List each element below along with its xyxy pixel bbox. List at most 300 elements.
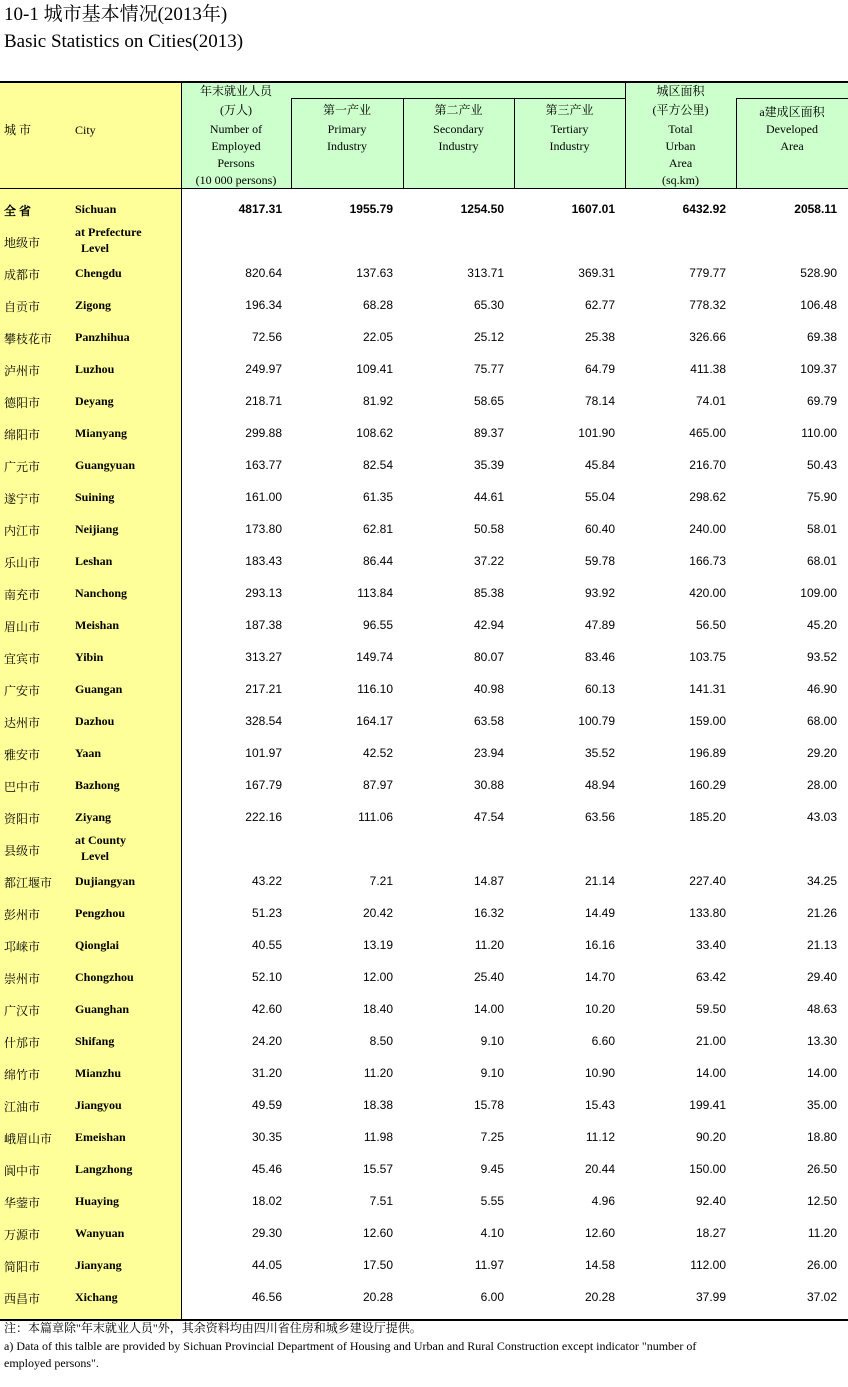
header-area-cn: 城区面积: [656, 84, 705, 98]
city-name-en: Guanghan: [75, 1002, 130, 1016]
city-name-en: Wanyuan: [75, 1226, 125, 1240]
table-cell: 47.89: [584, 618, 615, 632]
table-cell: 28.00: [806, 778, 837, 792]
table-cell: 113.84: [357, 586, 393, 600]
city-name-en: Ziyang: [75, 810, 112, 824]
header-primary: Primary: [327, 122, 367, 136]
table-cell: 59.50: [695, 1002, 726, 1016]
table-cell: 14.00: [695, 1066, 726, 1080]
header-city-en: City: [75, 123, 96, 137]
table-cell: 64.79: [584, 362, 615, 376]
table-cell: 109.37: [800, 362, 837, 376]
table-cell: 293.13: [245, 586, 282, 600]
table-cell: 26.50: [806, 1162, 837, 1176]
city-name-en-line2: Level: [81, 849, 109, 863]
table-cell: 69.79: [806, 394, 837, 408]
city-name-en: Guangan: [75, 682, 123, 696]
table-cell: 11.12: [585, 1130, 615, 1144]
table-cell: 4.96: [591, 1194, 615, 1208]
table-cell: 103.75: [689, 650, 726, 664]
table-cell: 82.54: [362, 458, 393, 472]
table-cell: 185.20: [689, 810, 726, 824]
header-developed: Developed: [766, 122, 818, 136]
city-name-en: at Prefecture: [75, 225, 142, 239]
table-cell: 48.63: [806, 1002, 837, 1016]
table-cell: 68.00: [806, 714, 837, 728]
table-cell: 163.77: [245, 458, 282, 472]
city-name-cn: 自贡市: [4, 300, 41, 314]
footnote-cn: 注：本篇章除"年末就业人员"外，其余资料均由四川省住房和城乡建设厅提供。: [4, 1321, 422, 1335]
city-name-en: Emeishan: [75, 1130, 126, 1144]
table-cell: 59.78: [584, 554, 615, 568]
table-cell: 46.56: [251, 1290, 282, 1304]
table-cell: 63.58: [473, 714, 504, 728]
table-cell: 11.98: [363, 1130, 393, 1144]
city-name-en: Langzhong: [75, 1162, 133, 1176]
table-cell: 75.90: [806, 490, 837, 504]
table-cell: 20.28: [584, 1290, 615, 1304]
table-cell: 12.60: [362, 1226, 393, 1240]
table-cell: 60.13: [584, 682, 615, 696]
table-cell: 30.88: [473, 778, 504, 792]
header-developed: Area: [780, 139, 804, 153]
table-cell: 45.20: [806, 618, 837, 632]
city-name-en: Yibin: [75, 650, 104, 664]
table-cell: 9.10: [480, 1034, 504, 1048]
table-cell: 37.99: [695, 1290, 726, 1304]
table-cell: 21.13: [806, 938, 837, 952]
table-cell: 11.97: [474, 1258, 504, 1272]
city-name-en: Dazhou: [75, 714, 115, 728]
table-cell: 110.00: [801, 426, 837, 440]
table-cell: 89.37: [473, 426, 504, 440]
city-name-cn: 都江堰市: [4, 876, 53, 890]
city-name-en: Qionglai: [75, 938, 120, 952]
table-cell: 216.70: [689, 458, 726, 472]
table-cell: 85.38: [473, 586, 504, 600]
header-city-cn: 城 市: [4, 123, 32, 137]
city-name-cn: 县级市: [4, 844, 41, 858]
table-cell: 1955.79: [349, 202, 393, 216]
table-cell: 13.30: [806, 1034, 837, 1048]
table-cell: 87.97: [362, 778, 393, 792]
table-cell: 4817.31: [238, 202, 282, 216]
table-cell: 18.27: [695, 1226, 726, 1240]
table-cell: 8.50: [369, 1034, 393, 1048]
table-cell: 10.20: [584, 1002, 615, 1016]
table-cell: 22.05: [362, 330, 393, 344]
table-cell: 7.25: [480, 1130, 504, 1144]
table-cell: 47.54: [473, 810, 504, 824]
table-cell: 149.74: [356, 650, 393, 664]
city-name-en: Jianyang: [75, 1258, 122, 1272]
group-header-rule: [736, 98, 848, 99]
table-cell: 218.71: [245, 394, 282, 408]
table-cell: 61.35: [362, 490, 393, 504]
table-cell: 164.17: [356, 714, 393, 728]
group-header-rule: [291, 98, 625, 99]
city-name-en: Mianyang: [75, 426, 128, 440]
table-cell: 167.79: [245, 778, 282, 792]
city-name-cn: 德阳市: [4, 396, 41, 410]
city-name-cn: 广安市: [4, 684, 41, 698]
table-cell: 111.06: [358, 810, 393, 824]
table-cell: 161.00: [245, 490, 282, 504]
header-employed-cn: 年末就业人员: [199, 84, 272, 98]
city-name-cn: 简阳市: [4, 1260, 41, 1274]
table-cell: 62.81: [362, 522, 393, 536]
city-name-cn: 攀枝花市: [4, 332, 53, 346]
table-cell: 313.27: [245, 650, 282, 664]
city-name-en: Deyang: [75, 394, 114, 408]
header-secondary: Industry: [438, 139, 479, 153]
table-cell: 78.14: [584, 394, 615, 408]
table-cell: 21.00: [695, 1034, 726, 1048]
table-cell: 20.42: [362, 906, 393, 920]
city-name-en: Mianzhu: [75, 1066, 122, 1080]
city-name-cn: 泸州市: [4, 364, 41, 378]
table-cell: 9.10: [480, 1066, 504, 1080]
city-name-cn: 巴中市: [4, 780, 41, 794]
table-cell: 20.44: [584, 1162, 615, 1176]
table-cell: 141.31: [689, 682, 726, 696]
table-cell: 9.45: [480, 1162, 504, 1176]
header-tertiary: Tertiary: [550, 122, 589, 136]
table-cell: 72.56: [251, 330, 282, 344]
table-cell: 11.20: [474, 938, 504, 952]
table-cell: 137.63: [356, 266, 393, 280]
table-cell: 14.49: [584, 906, 615, 920]
table-cell: 25.12: [473, 330, 504, 344]
city-name-en: Panzhihua: [75, 330, 130, 344]
table-cell: 12.00: [362, 970, 393, 984]
table-cell: 240.00: [689, 522, 726, 536]
city-name-cn: 邛崃市: [4, 940, 41, 954]
table-cell: 108.62: [356, 426, 393, 440]
table-cell: 63.42: [695, 970, 726, 984]
column-divider: [181, 82, 182, 1319]
city-name-cn: 全 省: [4, 204, 32, 218]
table-cell: 20.28: [362, 1290, 393, 1304]
header-area-unit-en: (sq.km): [662, 173, 699, 187]
table-cell: 313.71: [467, 266, 504, 280]
city-name-en: Neijiang: [75, 522, 119, 536]
table-cell: 106.48: [800, 298, 837, 312]
table-cell: 52.10: [251, 970, 282, 984]
table-cell: 14.58: [584, 1258, 615, 1272]
header-employed-en: Number of: [209, 122, 263, 136]
header-employed-en: Employed: [211, 139, 261, 153]
city-name-en: Dujiangyan: [75, 874, 136, 888]
table-cell: 74.01: [695, 394, 726, 408]
table-cell: 222.16: [245, 810, 282, 824]
table-cell: 101.97: [245, 746, 282, 760]
table-cell: 23.94: [473, 746, 504, 760]
table-cell: 14.00: [473, 1002, 504, 1016]
header-employed-unit-cn: (万人): [220, 103, 252, 117]
table-cell: 80.07: [473, 650, 504, 664]
table-cell: 100.79: [578, 714, 615, 728]
city-name-cn: 乐山市: [4, 556, 41, 570]
table-cell: 1254.50: [460, 202, 504, 216]
city-name-en: Yaan: [75, 746, 102, 760]
table-cell: 90.20: [695, 1130, 726, 1144]
table-cell: 16.16: [584, 938, 615, 952]
header-employed-en: Persons: [217, 156, 255, 170]
city-name-en: Xichang: [75, 1290, 118, 1304]
table-cell: 81.92: [362, 394, 393, 408]
city-name-en: Luzhou: [75, 362, 115, 376]
table-cell: 12.60: [584, 1226, 615, 1240]
city-name-cn: 彭州市: [4, 908, 41, 922]
table-cell: 96.55: [362, 618, 393, 632]
table-cell: 37.22: [473, 554, 504, 568]
table-cell: 68.01: [806, 554, 837, 568]
city-name-cn: 华蓥市: [4, 1196, 41, 1210]
city-name-en: Zigong: [75, 298, 112, 312]
table-cell: 17.50: [362, 1258, 393, 1272]
city-name-en: at County: [75, 833, 127, 847]
header-area-en: Urban: [665, 139, 696, 153]
city-name-cn: 广汉市: [4, 1004, 41, 1018]
table-cell: 83.46: [584, 650, 615, 664]
page-title: 10-1 城市基本情况(2013年): [4, 4, 228, 25]
city-name-cn: 达州市: [4, 716, 41, 730]
table-cell: 21.26: [806, 906, 837, 920]
table-cell: 35.52: [584, 746, 615, 760]
city-name-cn: 成都市: [4, 268, 41, 282]
table-cell: 29.30: [251, 1226, 282, 1240]
table-cell: 7.51: [369, 1194, 393, 1208]
table-cell: 18.02: [251, 1194, 282, 1208]
city-name-en: Jiangyou: [75, 1098, 122, 1112]
city-name-cn: 西昌市: [4, 1292, 41, 1306]
table-cell: 33.40: [695, 938, 726, 952]
city-name-cn: 南充市: [4, 588, 41, 602]
table-cell: 11.20: [363, 1066, 393, 1080]
table-cell: 34.25: [806, 874, 837, 888]
table-cell: 15.43: [584, 1098, 615, 1112]
table-cell: 196.34: [245, 298, 282, 312]
table-cell: 26.00: [806, 1258, 837, 1272]
table-cell: 40.98: [473, 682, 504, 696]
table-cell: 183.43: [245, 554, 282, 568]
table-cell: 44.05: [251, 1258, 282, 1272]
table-cell: 48.94: [584, 778, 615, 792]
table-cell: 159.00: [689, 714, 726, 728]
table-cell: 150.00: [689, 1162, 726, 1176]
table-cell: 328.54: [245, 714, 282, 728]
table-cell: 18.38: [362, 1098, 393, 1112]
city-name-en: Shifang: [75, 1034, 115, 1048]
table-cell: 101.90: [578, 426, 615, 440]
city-name-cn: 眉山市: [4, 620, 41, 634]
table-cell: 21.14: [584, 874, 615, 888]
table-cell: 778.32: [689, 298, 726, 312]
city-name-cn: 遂宁市: [4, 492, 41, 506]
city-name-cn: 峨眉山市: [4, 1132, 53, 1146]
header-developed: a建成区面积: [759, 105, 825, 119]
table-cell: 51.23: [251, 906, 282, 920]
table-cell: 160.29: [689, 778, 726, 792]
city-name-cn: 阆中市: [4, 1164, 41, 1178]
header-secondary: Secondary: [433, 122, 484, 136]
table-cell: 56.50: [695, 618, 726, 632]
footnote-en: a) Data of this talble are provided by Sichuan Provincial Department of Housing and Urban and Rural Construction except indicator "number of: [4, 1339, 697, 1353]
table-cell: 411.38: [690, 362, 726, 376]
header-primary: 第一产业: [322, 103, 371, 117]
table-cell: 298.62: [689, 490, 726, 504]
footnote-en-cont: employed persons".: [4, 1356, 99, 1370]
city-name-cn: 地级市: [4, 236, 41, 250]
city-name-en: Meishan: [75, 618, 120, 632]
table-cell: 35.39: [473, 458, 504, 472]
header-area-en: Total: [668, 122, 693, 136]
table-cell: 62.77: [584, 298, 615, 312]
table-cell: 25.40: [473, 970, 504, 984]
city-name-en: Suining: [75, 490, 115, 504]
city-name-cn: 广元市: [4, 460, 41, 474]
city-name-en: Sichuan: [75, 202, 117, 216]
table-cell: 420.00: [689, 586, 726, 600]
table-cell: 109.41: [356, 362, 393, 376]
table-cell: 6.00: [480, 1290, 504, 1304]
city-name-en: Chengdu: [75, 266, 122, 280]
table-cell: 43.22: [251, 874, 282, 888]
table-cell: 116.10: [357, 682, 393, 696]
table-cell: 14.70: [584, 970, 615, 984]
city-name-en: Bazhong: [75, 778, 120, 792]
table-cell: 14.00: [806, 1066, 837, 1080]
header-primary: Industry: [327, 139, 367, 153]
table-cell: 227.40: [689, 874, 726, 888]
header-employed-unit-en: (10 000 persons): [195, 173, 277, 187]
table-cell: 15.57: [362, 1162, 393, 1176]
page-subtitle: Basic Statistics on Cities(2013): [4, 31, 244, 52]
table-cell: 92.40: [695, 1194, 726, 1208]
table-cell: 249.97: [245, 362, 282, 376]
table-cell: 30.35: [251, 1130, 282, 1144]
table-cell: 1607.01: [571, 202, 615, 216]
header-area-unit-cn: (平方公里): [652, 103, 709, 117]
table-cell: 166.73: [689, 554, 726, 568]
table-cell: 326.66: [689, 330, 726, 344]
city-name-cn: 绵阳市: [4, 428, 41, 442]
table-cell: 45.84: [584, 458, 615, 472]
table-cell: 187.38: [245, 618, 282, 632]
table-cell: 779.77: [689, 266, 726, 280]
table-cell: 58.65: [473, 394, 504, 408]
table-cell: 31.20: [251, 1066, 282, 1080]
table-cell: 49.59: [251, 1098, 282, 1112]
table-cell: 75.77: [473, 362, 504, 376]
table-cell: 42.52: [362, 746, 393, 760]
table-cell: 5.55: [480, 1194, 504, 1208]
table-cell: 86.44: [362, 554, 393, 568]
table-cell: 43.03: [806, 810, 837, 824]
city-name-cn: 绵竹市: [4, 1068, 41, 1082]
table-cell: 299.88: [245, 426, 282, 440]
table-cell: 6.60: [591, 1034, 615, 1048]
city-name-cn: 内江市: [4, 524, 41, 538]
city-name-cn: 什邡市: [4, 1036, 41, 1050]
table-cell: 42.94: [473, 618, 504, 632]
table-cell: 29.20: [806, 746, 837, 760]
city-name-cn: 雅安市: [4, 748, 41, 762]
table-cell: 69.38: [806, 330, 837, 344]
table-cell: 93.52: [806, 650, 837, 664]
table-cell: 55.04: [584, 490, 615, 504]
table-cell: 133.80: [689, 906, 726, 920]
table-cell: 50.58: [473, 522, 504, 536]
table-cell: 12.50: [806, 1194, 837, 1208]
table-cell: 93.92: [584, 586, 615, 600]
table-cell: 63.56: [584, 810, 615, 824]
table-cell: 369.31: [578, 266, 615, 280]
table-cell: 465.00: [689, 426, 726, 440]
table-cell: 24.20: [251, 1034, 282, 1048]
table-cell: 68.28: [362, 298, 393, 312]
city-name-cn: 万源市: [4, 1228, 41, 1242]
table-cell: 65.30: [473, 298, 504, 312]
city-name-en: Pengzhou: [75, 906, 126, 920]
city-name-cn: 资阳市: [4, 812, 41, 826]
city-name-cn: 崇州市: [4, 972, 41, 986]
table-cell: 15.78: [473, 1098, 504, 1112]
table-cell: 199.41: [689, 1098, 726, 1112]
table-cell: 37.02: [806, 1290, 837, 1304]
table-cell: 112.00: [690, 1258, 726, 1272]
city-name-en: Chongzhou: [75, 970, 134, 984]
table-cell: 45.46: [251, 1162, 282, 1176]
city-name-cn: 江油市: [4, 1100, 41, 1114]
table-cell: 46.90: [806, 682, 837, 696]
table-cell: 35.00: [806, 1098, 837, 1112]
table-cell: 4.10: [480, 1226, 504, 1240]
table-cell: 11.20: [807, 1226, 837, 1240]
city-name-en: Nanchong: [75, 586, 128, 600]
header-tertiary: 第三产业: [545, 103, 594, 117]
table-cell: 7.21: [369, 874, 393, 888]
table-cell: 50.43: [806, 458, 837, 472]
table-cell: 2058.11: [794, 202, 837, 216]
table-cell: 196.89: [689, 746, 726, 760]
table-cell: 820.64: [245, 266, 282, 280]
header-secondary: 第二产业: [434, 103, 483, 117]
table-cell: 18.40: [362, 1002, 393, 1016]
table-cell: 60.40: [584, 522, 615, 536]
table-cell: 217.21: [245, 682, 282, 696]
table-cell: 6432.92: [682, 202, 726, 216]
table-cell: 40.55: [251, 938, 282, 952]
table-cell: 16.32: [473, 906, 504, 920]
table-cell: 173.80: [245, 522, 282, 536]
table-cell: 109.00: [800, 586, 837, 600]
header-tertiary: Industry: [549, 139, 590, 153]
table-cell: 42.60: [251, 1002, 282, 1016]
table-cell: 58.01: [806, 522, 837, 536]
table-cell: 25.38: [584, 330, 615, 344]
table-cell: 10.90: [584, 1066, 615, 1080]
city-name-en-line2: Level: [81, 241, 109, 255]
header-area-en: Area: [668, 156, 693, 170]
table-cell: 528.90: [800, 266, 837, 280]
city-name-en: Guangyuan: [75, 458, 136, 472]
table-cell: 29.40: [806, 970, 837, 984]
table-cell: 13.19: [362, 938, 393, 952]
table-cell: 14.87: [473, 874, 504, 888]
city-name-en: Leshan: [75, 554, 113, 568]
